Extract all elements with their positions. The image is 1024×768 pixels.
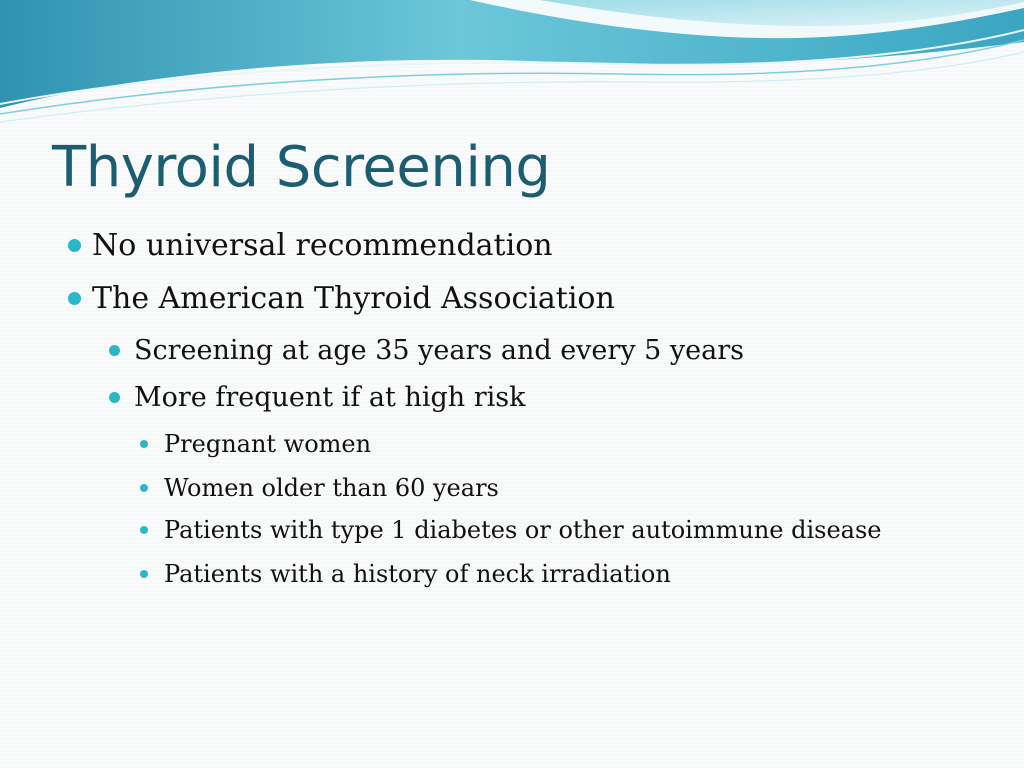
bullet-item-level-1 — [92, 226, 553, 266]
bullet-item-level-3 — [164, 558, 671, 590]
bullet-item-level-2 — [134, 333, 744, 369]
bullet-text: Patients with a history of neck irradiation — [164, 560, 671, 588]
bullet-text: More frequent if at high risk — [134, 382, 526, 413]
bullet-text: Women older than 60 years — [164, 474, 499, 502]
bullet-item-level-3 — [164, 428, 371, 460]
bullet-item-level-3 — [164, 514, 882, 546]
bullet-dot-icon — [140, 440, 148, 448]
bullet-dot-icon — [140, 484, 148, 492]
slide-title: Thyroid Screening — [52, 135, 551, 200]
bullet-item-level-2 — [134, 380, 526, 416]
bullet-item-level-3 — [164, 472, 499, 504]
bullet-text: Pregnant women — [164, 430, 372, 458]
bullet-text: No universal recommendation — [92, 228, 553, 263]
bullet-text: The American Thyroid Association — [92, 281, 615, 316]
bullet-dot-icon — [140, 570, 148, 578]
bullet-text: Patients with type 1 diabetes or other autoimmune disease — [164, 516, 882, 544]
bullet-dot-icon — [140, 526, 148, 534]
bullet-item-level-1 — [92, 279, 615, 319]
bullet-dot-icon — [109, 392, 120, 403]
bullet-text: Screening at age 35 years and every 5 years — [134, 335, 745, 366]
bullet-dot-icon — [109, 345, 120, 356]
bullet-dot-icon — [68, 292, 81, 305]
bullet-dot-icon — [68, 239, 81, 252]
